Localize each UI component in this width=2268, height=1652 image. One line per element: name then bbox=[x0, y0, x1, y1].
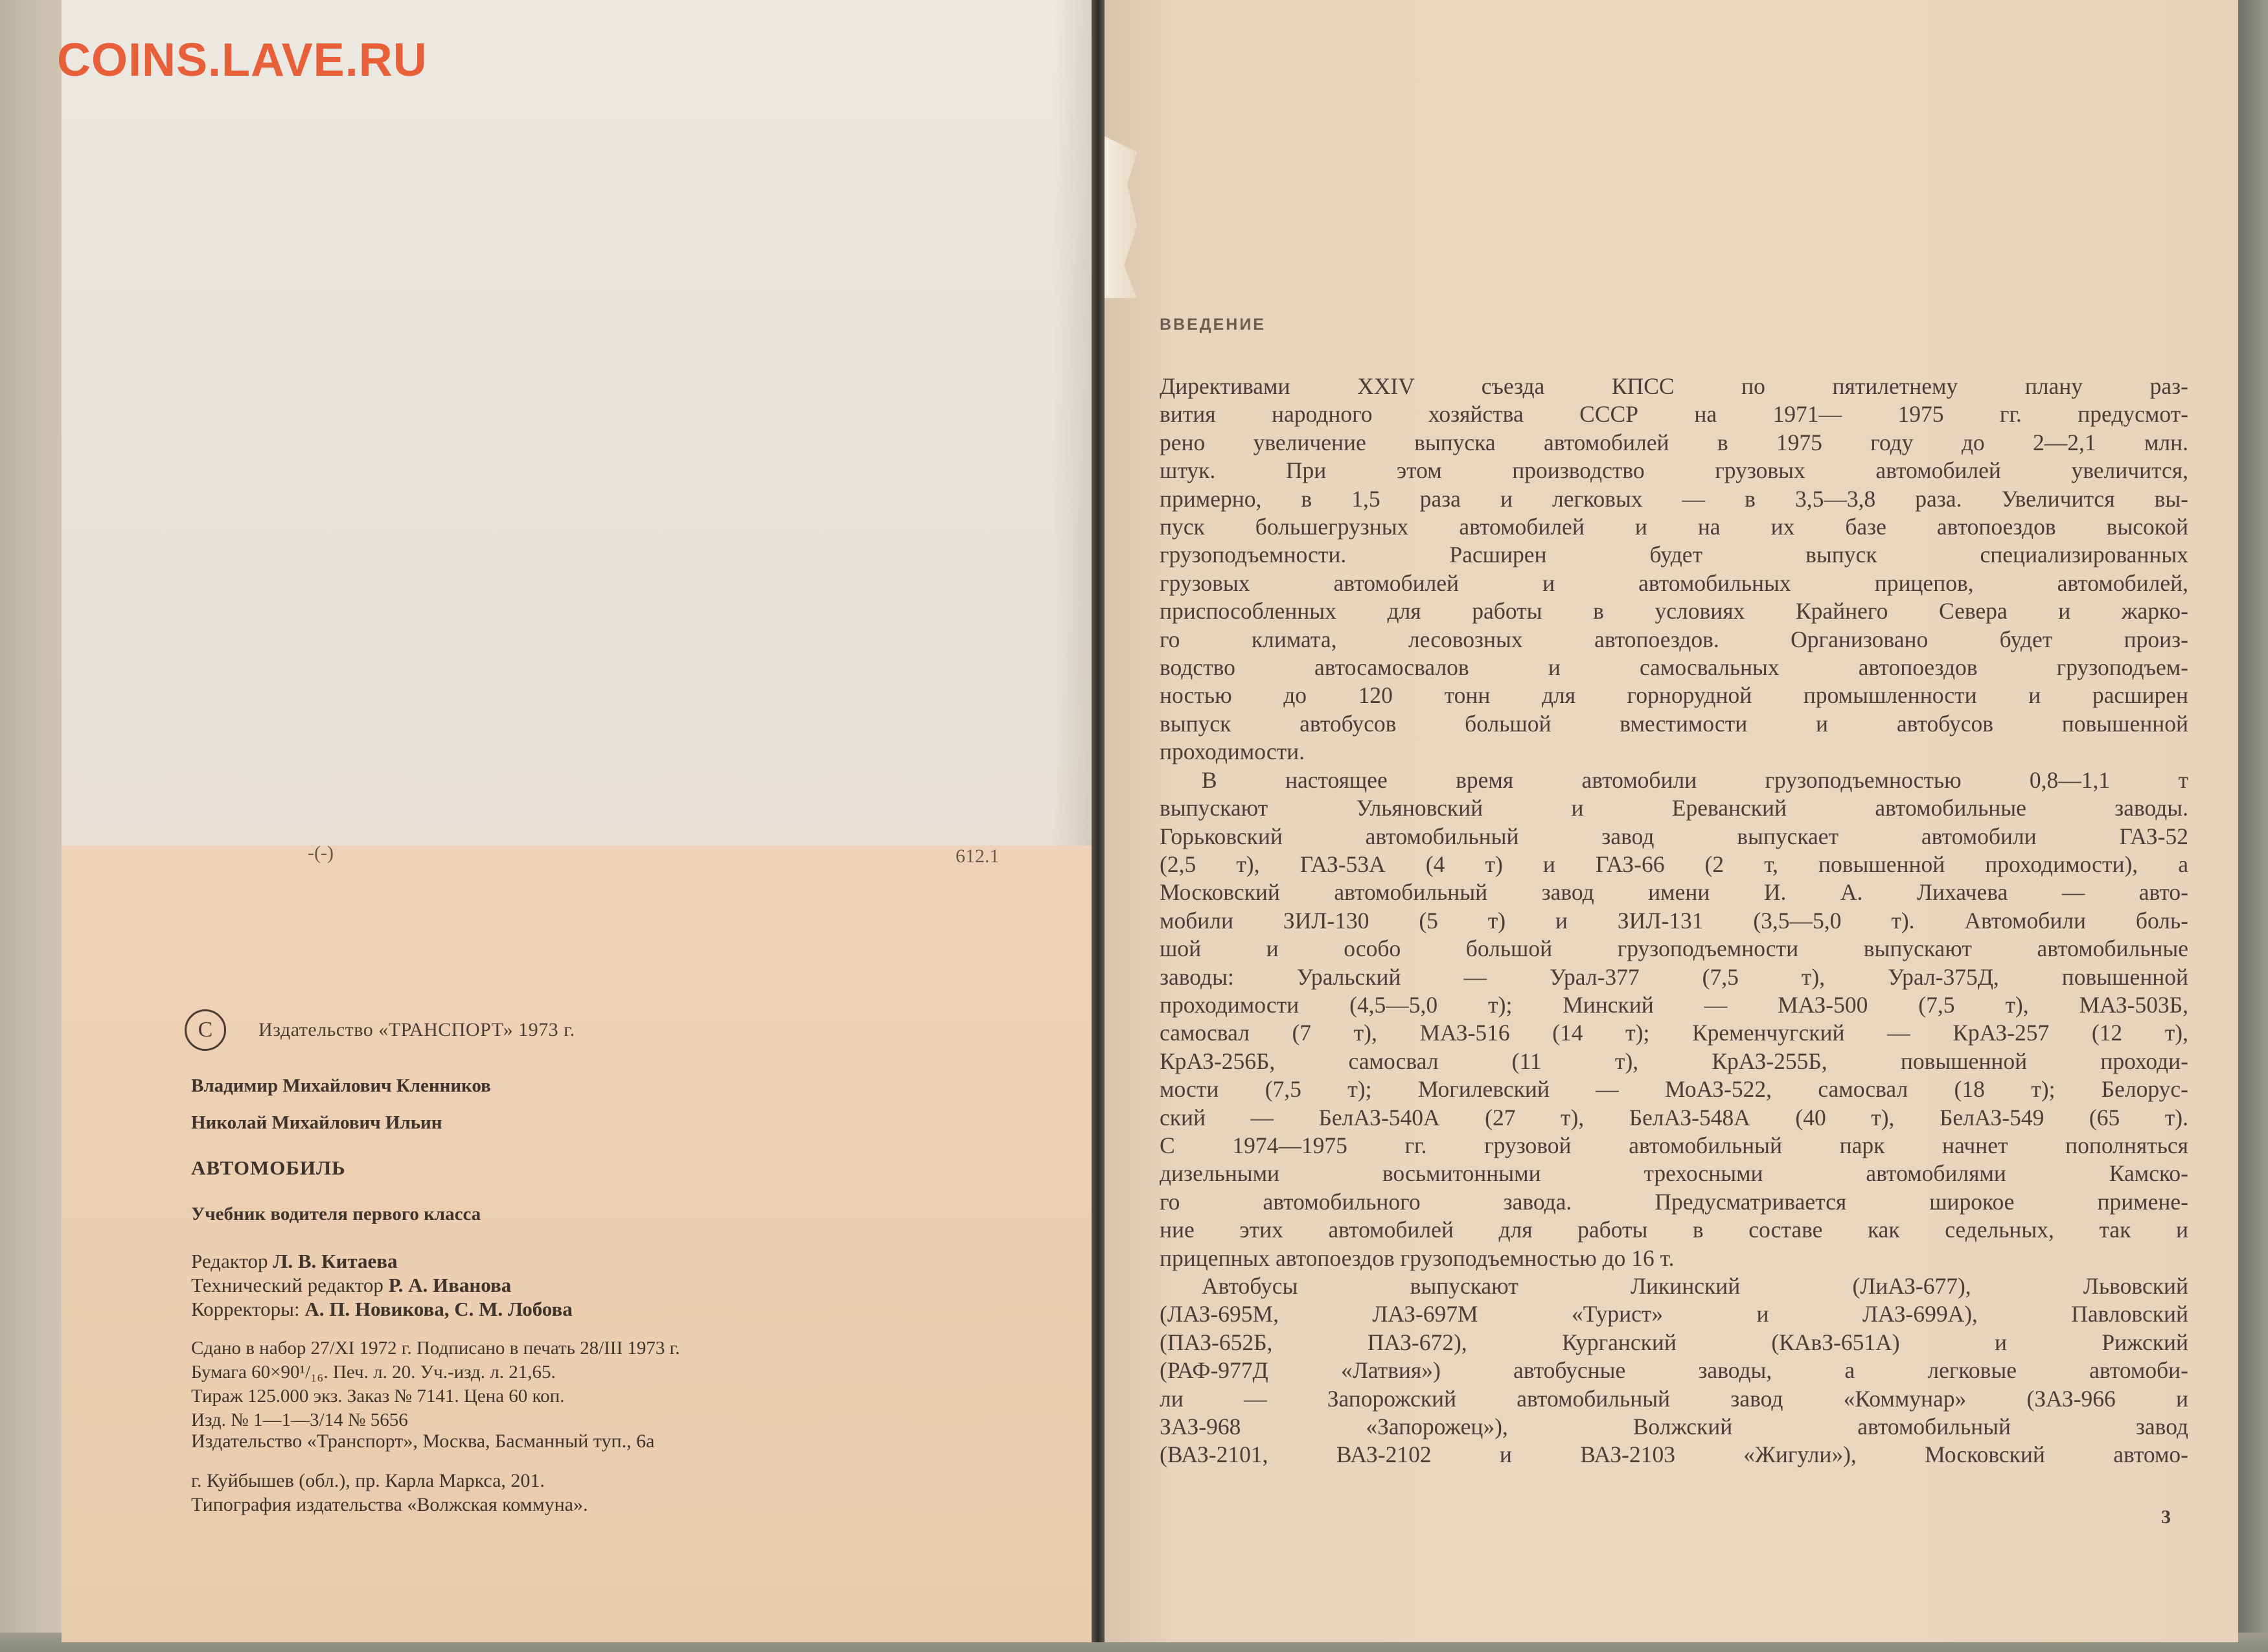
text-line: мости (7,5 т); Могилевский — МоАЗ-522, самосвал (18 т); Белорус- bbox=[1160, 1076, 2188, 1103]
book-title: АВТОМОБИЛЬ bbox=[191, 1156, 346, 1179]
tech-editor-line bbox=[191, 1273, 573, 1297]
proofreaders-label: Корректоры: bbox=[191, 1298, 300, 1320]
text-line: примерно, в 1,5 раза и легковых — в 3,5—3,8 раза. Увеличится вы- bbox=[1160, 485, 2188, 512]
text-line: Московский автомобильный завод имени И. А. Лихачева — авто- bbox=[1160, 879, 2188, 906]
text-line: (ВАЗ-2101, ВАЗ-2102 и ВАЗ-2103 «Жигули»), Московский автомо- bbox=[1160, 1441, 2188, 1468]
text-line: прицепных автопоездов грузоподъемностью до 16 т. bbox=[1160, 1245, 1675, 1271]
copyright-row bbox=[185, 1007, 575, 1053]
copyright-icon: С bbox=[185, 1009, 226, 1051]
text-line: Директивами XXIV съезда КПСС по пятилетнему плану раз- bbox=[1160, 373, 2188, 399]
text-line: выпуск автобусов большой вместимости и автобусов повышенной bbox=[1160, 710, 2188, 737]
text-line: шой и особо большой грузоподъемности выпускают автомобильные bbox=[1160, 935, 2188, 962]
copyright-line: Издательство «ТРАНСПОРТ» 1973 г. bbox=[258, 1019, 575, 1040]
text-line: приспособленных для работы в условиях Крайнего Севера и жарко- bbox=[1160, 598, 2188, 625]
text-line: ЗАЗ-968 «Запорожец»), Волжский автомобильный завод bbox=[1160, 1414, 2188, 1440]
text-line: грузоподъемности. Расширен будет выпуск специализированных bbox=[1160, 542, 2188, 568]
scan-background-right bbox=[2236, 0, 2268, 1652]
print-detail-line: Тираж 125.000 экз. Заказ № 7141. Цена 60 коп. bbox=[191, 1386, 565, 1406]
text-line: Автобусы выпускают Ликинский (ЛиАЗ-677), Львовский bbox=[1202, 1273, 2188, 1299]
flyleaf-white bbox=[62, 0, 1092, 845]
text-line: штук. При этом производство грузовых автомобилей увеличится, bbox=[1160, 457, 2188, 484]
printer-line: Типография издательства «Волжская коммуна». bbox=[191, 1494, 588, 1515]
text-line: го климата, лесовозных автопоездов. Организовано будет произ- bbox=[1160, 626, 2188, 652]
text-line: ностью до 120 тонн для горнорудной промышленности и расширен bbox=[1160, 682, 2188, 709]
book-spine-gutter bbox=[1092, 0, 1105, 1642]
text-line: мобили ЗИЛ-130 (5 т) и ЗИЛ-131 (3,5—5,0 т). Автомобили боль- bbox=[1160, 907, 2188, 934]
text-line: (ЛАЗ-695М, ЛАЗ-697М «Турист» и ЛАЗ-699А), Павловский bbox=[1160, 1301, 2188, 1327]
text-line: КрАЗ-256Б, самосвал (11 т), КрАЗ-255Б, повышенной проходи- bbox=[1160, 1048, 2188, 1074]
text-line: проходимости (4,5—5,0 т); Минский — МАЗ-500 (7,5 т), МАЗ-503Б, bbox=[1160, 991, 2188, 1018]
book-subtitle: Учебник водителя первого класса bbox=[191, 1204, 481, 1224]
watermark-logo: COINS.LAVE.RU bbox=[57, 34, 428, 86]
imprint-area bbox=[62, 845, 1092, 1642]
author-2: Николай Михайлович Ильин bbox=[191, 1112, 442, 1133]
editor-name: Л. В. Китаева bbox=[273, 1250, 398, 1272]
scan-background-left bbox=[0, 0, 62, 1652]
text-line: пуск большегрузных автомобилей и на их базе автопоездов высокой bbox=[1160, 514, 2188, 540]
text-line: ский — БелАЗ-540А (27 т), БелАЗ-548А (40 т), БелАЗ-549 (65 т). bbox=[1160, 1104, 2188, 1130]
text-line: (РАФ-977Д «Латвия») автобусные заводы, а легковые автомоби- bbox=[1160, 1357, 2188, 1384]
text-line: выпускают Ульяновский и Ереванский автомобильные заводы. bbox=[1160, 795, 2188, 821]
page-number: 3 bbox=[2161, 1506, 2171, 1528]
text-line: заводы: Уральский — Урал-377 (7,5 т), Урал-375Д, повышенной bbox=[1160, 963, 2188, 990]
editor-label: Редактор bbox=[191, 1250, 268, 1272]
text-line: проходимости. bbox=[1160, 739, 1305, 765]
torn-paper-edge bbox=[1105, 136, 1137, 298]
proofreaders-line bbox=[191, 1297, 573, 1321]
text-line: ли — Запорожский автомобильный завод «Коммунар» (ЗАЗ-966 и bbox=[1160, 1385, 2188, 1412]
text-line: рено увеличение выпуска автомобилей в 1975 году до 2—2,1 млн. bbox=[1160, 429, 2188, 455]
print-detail-line: Сдано в набор 27/XI 1972 г. Подписано в печать 28/III 1973 г. bbox=[191, 1338, 680, 1359]
author-1: Владимир Михайлович Кленников bbox=[191, 1075, 491, 1096]
editorial-staff bbox=[191, 1249, 573, 1321]
editor-line bbox=[191, 1249, 573, 1273]
print-details bbox=[191, 1337, 680, 1432]
right-page bbox=[1105, 0, 2238, 1642]
text-line: самосвал (7 т), МАЗ-516 (14 т); Кременчугский — КрАЗ-257 (12 т), bbox=[1160, 1020, 2188, 1046]
left-page bbox=[62, 0, 1092, 1642]
text-line: Горьковский автомобильный завод выпускает автомобили ГАЗ-52 bbox=[1160, 823, 2188, 849]
print-detail-line: Изд. № 1—1—3/14 № 5656 bbox=[191, 1410, 408, 1430]
text-line: дизельными восьмитонными трехосными автомобилями Камско- bbox=[1160, 1160, 2188, 1187]
tech-editor-label: Технический редактор bbox=[191, 1274, 384, 1296]
tech-editor-name: Р. А. Иванова bbox=[388, 1274, 512, 1296]
proofreaders-names: А. П. Новикова, С. М. Лобова bbox=[304, 1298, 573, 1320]
cut-off-text-left: -(-) bbox=[308, 842, 334, 864]
printer-info bbox=[191, 1469, 588, 1517]
text-line: водство автосамосвалов и самосвальных автопоездов грузоподъем- bbox=[1160, 654, 2188, 681]
introduction-text bbox=[1160, 373, 2188, 1469]
text-line: грузовых автомобилей и автомобильных прицепов, автомобилей, bbox=[1160, 569, 2188, 596]
text-line: (ПАЗ-652Б, ПАЗ-672), Курганский (КАвЗ-651А) и Рижский bbox=[1160, 1329, 2188, 1355]
cut-off-text-right: 612.1 bbox=[956, 845, 1000, 867]
text-line: ние этих автомобилей для работы в составе как седельных, так и bbox=[1160, 1217, 2188, 1243]
text-line: вития народного хозяйства СССР на 1971— 1975 гг. предусмот- bbox=[1160, 401, 2188, 428]
printer-line: г. Куйбышев (обл.), пр. Карла Маркса, 201. bbox=[191, 1470, 545, 1491]
text-line: го автомобильного завода. Предусматривается широкое примене- bbox=[1160, 1188, 2188, 1215]
text-line: (2,5 т), ГАЗ-53А (4 т) и ГАЗ-66 (2 т, повышенной проходимости), а bbox=[1160, 851, 2188, 877]
section-heading: ВВЕДЕНИЕ bbox=[1160, 315, 1266, 334]
publisher-address: Издательство «Транспорт», Москва, Басманный туп., 6а bbox=[191, 1430, 655, 1452]
text-line: С 1974—1975 гг. грузовой автомобильный парк начнет пополняться bbox=[1160, 1132, 2188, 1158]
print-detail-line: Бумага 60×90¹/₁₆. Печ. л. 20. Уч.-изд. л. 21,65. bbox=[191, 1362, 556, 1382]
text-line: В настоящее время автомобили грузоподъемностью 0,8—1,1 т bbox=[1202, 766, 2188, 793]
